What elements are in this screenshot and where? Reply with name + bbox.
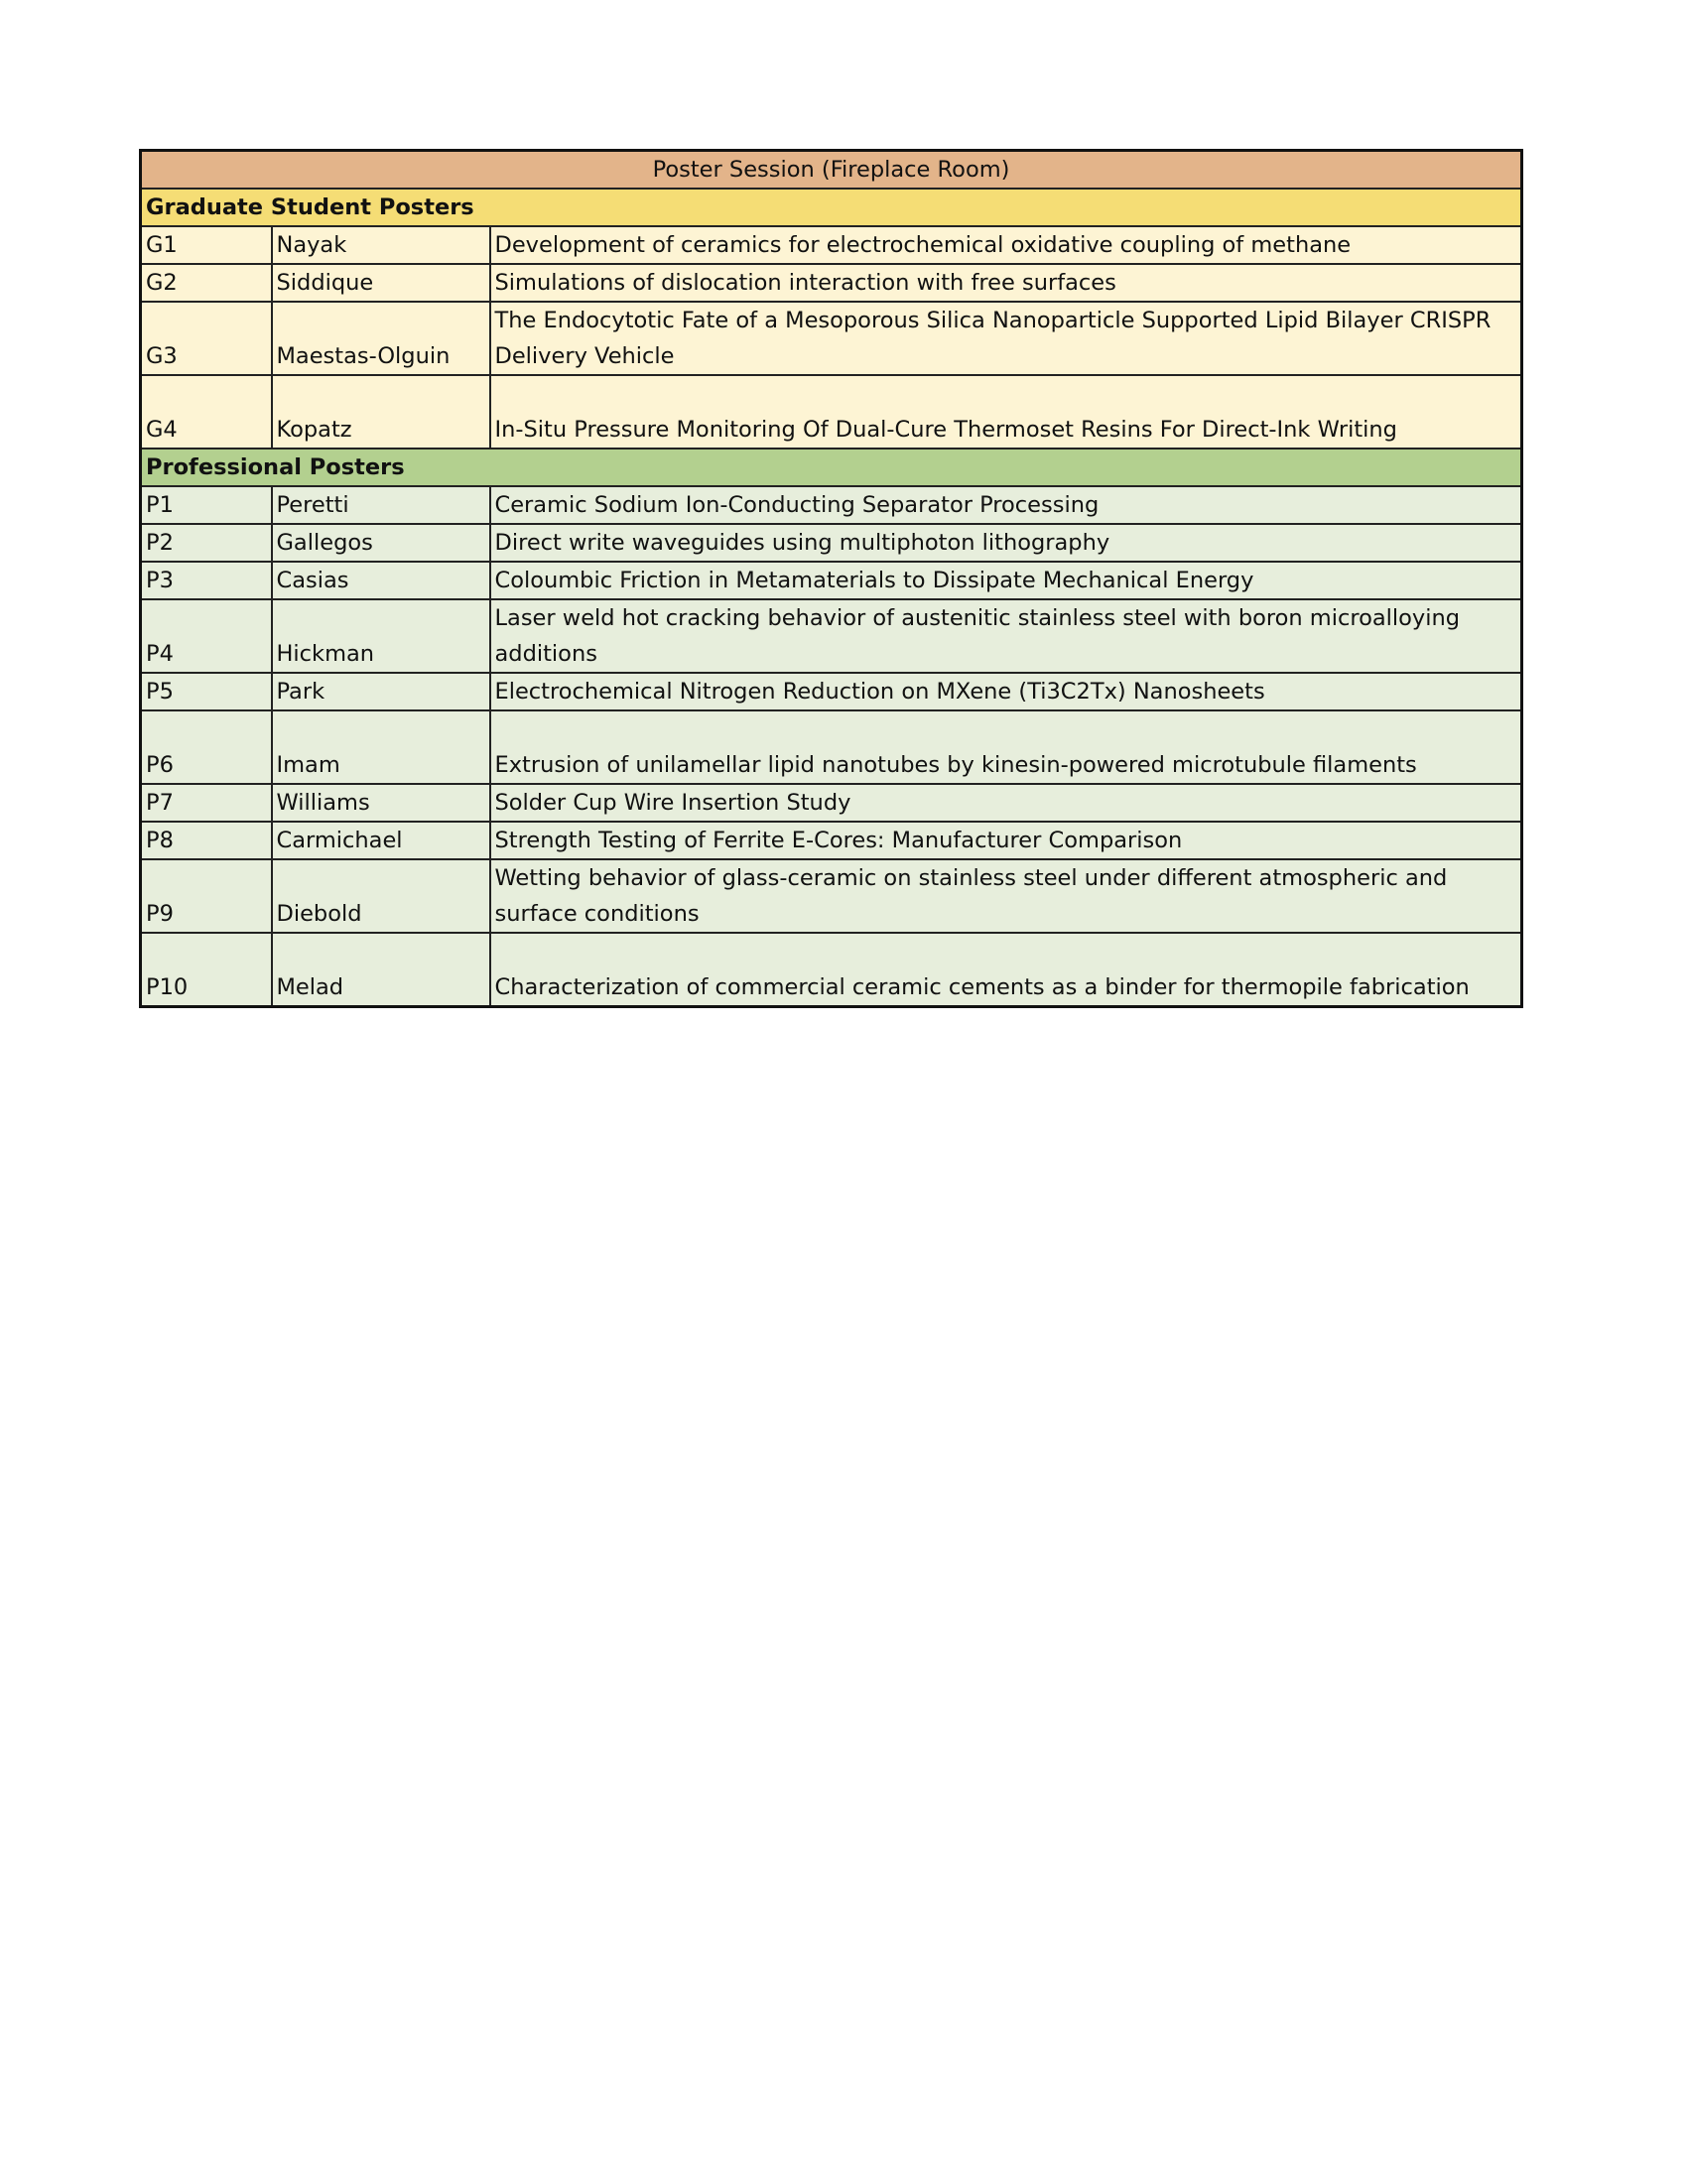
presenter-name-cell: Hickman [272, 599, 490, 673]
poster-title-cell: Development of ceramics for electrochemical oxidative coupling of methane [490, 226, 1522, 264]
poster-row [141, 226, 1522, 264]
poster-row [141, 302, 1522, 375]
poster-title-cell: Characterization of commercial ceramic cements as a binder for thermopile fabrication [490, 933, 1522, 1007]
poster-title-cell: Direct write waveguides using multiphoton lithography [490, 524, 1522, 562]
poster-row [141, 562, 1522, 599]
poster-row [141, 486, 1522, 524]
presenter-name-cell: Kopatz [272, 375, 490, 449]
poster-row [141, 710, 1522, 784]
poster-row [141, 264, 1522, 302]
section-header-row [141, 189, 1522, 226]
poster-row [141, 933, 1522, 1007]
poster-title-cell: Ceramic Sodium Ion-Conducting Separator Processing [490, 486, 1522, 524]
presenter-name-cell: Imam [272, 710, 490, 784]
poster-title-cell: The Endocytotic Fate of a Mesoporous Silica Nanoparticle Supported Lipid Bilayer CRISPR Delivery Vehicle [490, 302, 1522, 375]
poster-id-cell: P5 [141, 673, 272, 710]
presenter-name-cell: Siddique [272, 264, 490, 302]
poster-id-cell: P4 [141, 599, 272, 673]
poster-row [141, 784, 1522, 822]
section-heading: Graduate Student Posters [141, 189, 1522, 226]
presenter-name-cell: Diebold [272, 859, 490, 933]
table-title-row [141, 151, 1522, 190]
poster-row [141, 673, 1522, 710]
poster-id-cell: P6 [141, 710, 272, 784]
table-title: Poster Session (Fireplace Room) [141, 151, 1522, 190]
poster-id-cell: P1 [141, 486, 272, 524]
section-header-row [141, 449, 1522, 486]
poster-row [141, 524, 1522, 562]
table-body [141, 151, 1522, 1007]
poster-session-table [139, 149, 1523, 1008]
poster-title-cell: Wetting behavior of glass-ceramic on stainless steel under different atmospheric and surface conditions [490, 859, 1522, 933]
poster-title-cell: Simulations of dislocation interaction with free surfaces [490, 264, 1522, 302]
poster-row [141, 375, 1522, 449]
presenter-name-cell: Casias [272, 562, 490, 599]
poster-id-cell: P2 [141, 524, 272, 562]
poster-id-cell: P9 [141, 859, 272, 933]
presenter-name-cell: Melad [272, 933, 490, 1007]
poster-id-cell: G1 [141, 226, 272, 264]
poster-id-cell: G4 [141, 375, 272, 449]
presenter-name-cell: Williams [272, 784, 490, 822]
poster-title-cell: In-Situ Pressure Monitoring Of Dual-Cure Thermoset Resins For Direct-Ink Writing [490, 375, 1522, 449]
poster-row [141, 599, 1522, 673]
poster-title-cell: Solder Cup Wire Insertion Study [490, 784, 1522, 822]
poster-id-cell: G3 [141, 302, 272, 375]
poster-title-cell: Strength Testing of Ferrite E-Cores: Manufacturer Comparison [490, 822, 1522, 859]
presenter-name-cell: Carmichael [272, 822, 490, 859]
presenter-name-cell: Maestas-Olguin [272, 302, 490, 375]
poster-id-cell: P7 [141, 784, 272, 822]
poster-row [141, 859, 1522, 933]
presenter-name-cell: Peretti [272, 486, 490, 524]
poster-title-cell: Extrusion of unilamellar lipid nanotubes by kinesin-powered microtubule filaments [490, 710, 1522, 784]
poster-title-cell: Coloumbic Friction in Metamaterials to Dissipate Mechanical Energy [490, 562, 1522, 599]
presenter-name-cell: Gallegos [272, 524, 490, 562]
presenter-name-cell: Park [272, 673, 490, 710]
poster-id-cell: P8 [141, 822, 272, 859]
section-heading: Professional Posters [141, 449, 1522, 486]
poster-title-cell: Laser weld hot cracking behavior of austenitic stainless steel with boron microalloying additions [490, 599, 1522, 673]
poster-id-cell: P10 [141, 933, 272, 1007]
poster-id-cell: P3 [141, 562, 272, 599]
poster-title-cell: Electrochemical Nitrogen Reduction on MXene (Ti3C2Tx) Nanosheets [490, 673, 1522, 710]
poster-id-cell: G2 [141, 264, 272, 302]
presenter-name-cell: Nayak [272, 226, 490, 264]
poster-row [141, 822, 1522, 859]
